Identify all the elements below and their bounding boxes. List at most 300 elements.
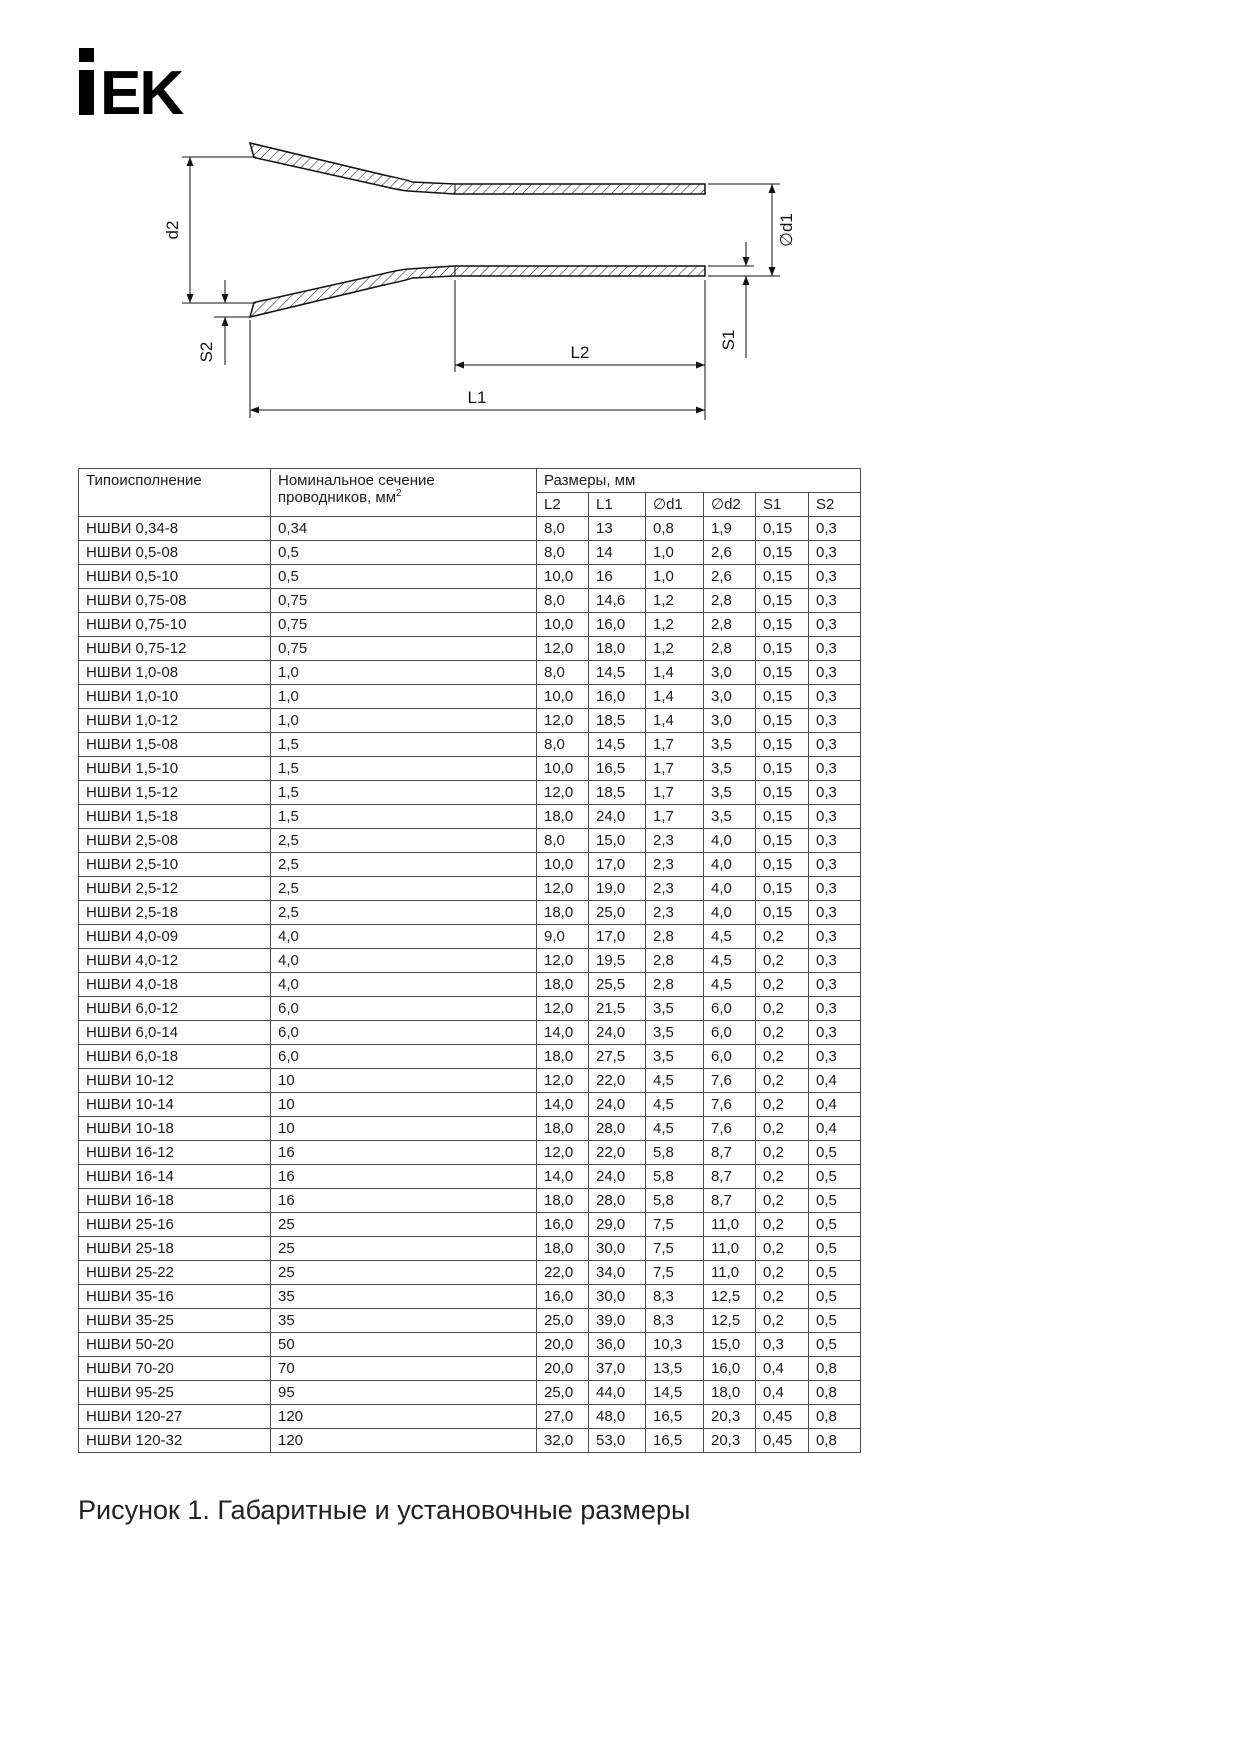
dim-cell: 0,3 <box>809 805 861 829</box>
dim-cell: 0,15 <box>756 565 809 589</box>
type-cell: НШВИ 6,0-12 <box>79 997 271 1021</box>
dim-cell: 4,0 <box>271 973 537 997</box>
dim-cell: 13,5 <box>646 1357 704 1381</box>
dim-cell: 17,0 <box>589 925 646 949</box>
dim-cell: 0,5 <box>809 1141 861 1165</box>
dim-cell: 28,0 <box>589 1189 646 1213</box>
table-row <box>79 949 861 973</box>
dim-cell: 16,5 <box>646 1405 704 1429</box>
s2-arrow-bottom <box>222 317 229 326</box>
dim-cell: 5,8 <box>646 1189 704 1213</box>
dim-cell: 4,0 <box>704 877 756 901</box>
dim-cell: 0,5 <box>809 1333 861 1357</box>
dim-cell: 0,3 <box>809 781 861 805</box>
ferrule-drawing <box>150 130 850 460</box>
type-cell: НШВИ 0,5-08 <box>79 541 271 565</box>
dim-cell: 4,0 <box>704 853 756 877</box>
dim-cell: 27,5 <box>589 1045 646 1069</box>
dim-cell: 0,4 <box>756 1357 809 1381</box>
dim-cell: 2,8 <box>646 949 704 973</box>
table-row <box>79 1189 861 1213</box>
table-row <box>79 1165 861 1189</box>
type-cell: НШВИ 1,5-18 <box>79 805 271 829</box>
type-cell: НШВИ 2,5-10 <box>79 853 271 877</box>
logo-i-stem <box>79 70 94 115</box>
dim-cell: 9,0 <box>537 925 589 949</box>
dim-cell: 35 <box>271 1285 537 1309</box>
dim-cell: 0,15 <box>756 709 809 733</box>
dim-cell: 24,0 <box>589 1021 646 1045</box>
table-row <box>79 997 861 1021</box>
table-row <box>79 1357 861 1381</box>
dim-cell: 2,8 <box>704 589 756 613</box>
dim-cell: 8,7 <box>704 1165 756 1189</box>
table-row <box>79 853 861 877</box>
s2-arrow-top <box>222 294 229 303</box>
table-row <box>79 901 861 925</box>
iek-logo-graphic <box>78 46 218 116</box>
dim-cell: 0,5 <box>809 1213 861 1237</box>
d1-arrow-bottom <box>769 267 776 276</box>
dim-cell: 5,8 <box>646 1165 704 1189</box>
ferrule-top-wall <box>250 143 705 194</box>
dim-cell: 10,0 <box>537 613 589 637</box>
dim-cell: 2,8 <box>646 973 704 997</box>
dim-cell: 1,4 <box>646 661 704 685</box>
dim-cell: 10,0 <box>537 853 589 877</box>
dim-cell: 0,15 <box>756 733 809 757</box>
logo-text-ek: EK <box>100 59 183 116</box>
type-cell: НШВИ 4,0-09 <box>79 925 271 949</box>
dim-cell: 0,15 <box>756 661 809 685</box>
table-row <box>79 589 861 613</box>
l2-arrow-left <box>455 362 464 369</box>
ferrule-diagram <box>150 130 850 465</box>
col-header-s1: S1 <box>756 493 809 517</box>
dim-cell: 4,5 <box>646 1093 704 1117</box>
dim-cell: 1,4 <box>646 685 704 709</box>
type-cell: НШВИ 2,5-12 <box>79 877 271 901</box>
dim-cell: 39,0 <box>589 1309 646 1333</box>
dim-cell: 0,8 <box>809 1429 861 1453</box>
dim-cell: 18,5 <box>589 781 646 805</box>
logo-i-dot <box>79 48 94 62</box>
dim-cell: 2,3 <box>646 877 704 901</box>
table-body <box>79 517 861 1453</box>
dim-cell: 25 <box>271 1261 537 1285</box>
figure-caption: Рисунок 1. Габаритные и установочные размеры <box>78 1495 691 1525</box>
dim-cell: 18,0 <box>537 973 589 997</box>
dim-cell: 2,8 <box>704 637 756 661</box>
dim-cell: 15,0 <box>704 1333 756 1357</box>
dim-cell: 21,5 <box>589 997 646 1021</box>
dim-cell: 10 <box>271 1093 537 1117</box>
dim-cell: 3,0 <box>704 661 756 685</box>
dim-cell: 35 <box>271 1309 537 1333</box>
dim-cell: 0,15 <box>756 589 809 613</box>
dim-cell: 8,0 <box>537 661 589 685</box>
dim-cell: 0,2 <box>756 1045 809 1069</box>
dim-cell: 0,5 <box>809 1189 861 1213</box>
dim-cell: 0,3 <box>756 1333 809 1357</box>
dim-cell: 3,5 <box>646 1045 704 1069</box>
dim-cell: 37,0 <box>589 1357 646 1381</box>
dim-cell: 0,4 <box>756 1381 809 1405</box>
dim-cell: 120 <box>271 1429 537 1453</box>
dim-cell: 24,0 <box>589 1093 646 1117</box>
table-row <box>79 757 861 781</box>
dim-cell: 0,3 <box>809 829 861 853</box>
d2-arrow-top <box>187 157 194 166</box>
dim-cell: 48,0 <box>589 1405 646 1429</box>
dim-cell: 120 <box>271 1405 537 1429</box>
table-row <box>79 1381 861 1405</box>
dim-cell: 4,5 <box>704 949 756 973</box>
dim-cell: 0,3 <box>809 613 861 637</box>
iek-logo <box>78 46 218 121</box>
table-row <box>79 877 861 901</box>
dim-cell: 1,0 <box>271 661 537 685</box>
dim-cell: 18,0 <box>589 637 646 661</box>
dim-cell: 0,45 <box>756 1429 809 1453</box>
dim-cell: 27,0 <box>537 1405 589 1429</box>
table-row <box>79 1237 861 1261</box>
dim-cell: 0,8 <box>809 1405 861 1429</box>
dim-cell: 0,8 <box>809 1381 861 1405</box>
d1-arrow-top <box>769 184 776 193</box>
dim-cell: 1,4 <box>646 709 704 733</box>
dim-cell: 0,3 <box>809 1021 861 1045</box>
type-cell: НШВИ 120-27 <box>79 1405 271 1429</box>
ferrule-bottom-wall <box>250 266 705 317</box>
dim-cell: 16 <box>271 1189 537 1213</box>
dim-cell: 1,7 <box>646 733 704 757</box>
dim-cell: 4,0 <box>271 949 537 973</box>
dim-cell: 0,15 <box>756 517 809 541</box>
dim-cell: 0,3 <box>809 757 861 781</box>
dim-cell: 4,5 <box>704 925 756 949</box>
dim-cell: 0,2 <box>756 1237 809 1261</box>
table-row <box>79 1405 861 1429</box>
dim-cell: 1,2 <box>646 637 704 661</box>
type-cell: НШВИ 10-12 <box>79 1069 271 1093</box>
dim-cell: 0,3 <box>809 901 861 925</box>
dim-cell: 8,0 <box>537 589 589 613</box>
col-header-d2: ∅d2 <box>704 493 756 517</box>
dim-cell: 25 <box>271 1237 537 1261</box>
type-cell: НШВИ 1,5-10 <box>79 757 271 781</box>
table-row <box>79 1069 861 1093</box>
dim-cell: 14,5 <box>646 1381 704 1405</box>
dim-cell: 0,5 <box>809 1261 861 1285</box>
dim-cell: 7,5 <box>646 1213 704 1237</box>
dim-cell: 3,5 <box>704 805 756 829</box>
dim-cell: 0,2 <box>756 949 809 973</box>
dim-cell: 0,5 <box>809 1309 861 1333</box>
dim-cell: 0,3 <box>809 973 861 997</box>
dim-cell: 0,15 <box>756 901 809 925</box>
dim-cell: 0,4 <box>809 1069 861 1093</box>
table-row <box>79 685 861 709</box>
type-cell: НШВИ 25-22 <box>79 1261 271 1285</box>
table-row <box>79 733 861 757</box>
dim-cell: 16,0 <box>589 613 646 637</box>
dim-cell: 16,0 <box>589 685 646 709</box>
col-header-section-label: Номинальное сечение проводников, $мм^2$ <box>278 472 435 506</box>
dim-cell: 24,0 <box>589 805 646 829</box>
dim-cell: 2,5 <box>271 901 537 925</box>
dim-cell: 0,75 <box>271 613 537 637</box>
l2-arrow-right <box>696 362 705 369</box>
dim-cell: 25,0 <box>537 1309 589 1333</box>
dim-cell: 6,0 <box>704 1021 756 1045</box>
dim-cell: 16 <box>589 565 646 589</box>
dim-cell: 7,5 <box>646 1261 704 1285</box>
dim-cell: 25 <box>271 1213 537 1237</box>
dim-cell: 10,0 <box>537 685 589 709</box>
l2-label: L2 <box>570 343 590 362</box>
type-cell: НШВИ 1,0-12 <box>79 709 271 733</box>
dim-cell: 8,0 <box>537 541 589 565</box>
dim-cell: 16,5 <box>646 1429 704 1453</box>
dim-cell: 0,3 <box>809 997 861 1021</box>
table-row <box>79 1045 861 1069</box>
s1-arrow-top <box>743 257 750 266</box>
dim-cell: 4,0 <box>271 925 537 949</box>
dim-cell: 12,5 <box>704 1285 756 1309</box>
dim-cell: 14,6 <box>589 589 646 613</box>
dim-cell: 4,5 <box>646 1069 704 1093</box>
dim-cell: 16,0 <box>537 1213 589 1237</box>
dim-cell: 1,5 <box>271 781 537 805</box>
dim-cell: 12,0 <box>537 709 589 733</box>
dim-cell: 0,45 <box>756 1405 809 1429</box>
dim-cell: 0,3 <box>809 517 861 541</box>
col-header-d1: ∅d1 <box>646 493 704 517</box>
dim-cell: 3,5 <box>704 781 756 805</box>
dim-cell: 30,0 <box>589 1285 646 1309</box>
dim-cell: 0,15 <box>756 781 809 805</box>
dim-cell: 0,8 <box>646 517 704 541</box>
table-row <box>79 637 861 661</box>
dim-cell: 3,5 <box>704 757 756 781</box>
l1-arrow-right <box>696 407 705 414</box>
table-row <box>79 805 861 829</box>
dim-cell: 7,5 <box>646 1237 704 1261</box>
dim-cell: 18,0 <box>537 1237 589 1261</box>
dim-cell: 0,2 <box>756 973 809 997</box>
dim-cell: 2,8 <box>646 925 704 949</box>
dim-cell: 8,7 <box>704 1141 756 1165</box>
table-row <box>79 541 861 565</box>
dim-cell: 0,3 <box>809 685 861 709</box>
dim-cell: 53,0 <box>589 1429 646 1453</box>
table-row <box>79 925 861 949</box>
dim-cell: 11,0 <box>704 1213 756 1237</box>
dim-cell: 22,0 <box>589 1069 646 1093</box>
dim-cell: 4,5 <box>704 973 756 997</box>
dim-cell: 14,0 <box>537 1165 589 1189</box>
dim-cell: 0,2 <box>756 1117 809 1141</box>
dim-cell: 2,3 <box>646 853 704 877</box>
dim-cell: 7,6 <box>704 1069 756 1093</box>
dim-cell: 18,5 <box>589 709 646 733</box>
dim-cell: 12,0 <box>537 781 589 805</box>
dim-cell: 19,0 <box>589 877 646 901</box>
table-row <box>79 829 861 853</box>
dim-cell: 11,0 <box>704 1237 756 1261</box>
table-row <box>79 565 861 589</box>
type-cell: НШВИ 2,5-18 <box>79 901 271 925</box>
dim-cell: 0,3 <box>809 877 861 901</box>
dimensions-table <box>78 468 861 1453</box>
table-row <box>79 709 861 733</box>
type-cell: НШВИ 6,0-14 <box>79 1021 271 1045</box>
type-cell: НШВИ 0,75-10 <box>79 613 271 637</box>
dim-cell: 1,5 <box>271 805 537 829</box>
table-row <box>79 1117 861 1141</box>
dim-cell: 10,0 <box>537 565 589 589</box>
dim-cell: 22,0 <box>589 1141 646 1165</box>
dim-cell: 30,0 <box>589 1237 646 1261</box>
table-row <box>79 1141 861 1165</box>
dim-cell: 1,5 <box>271 733 537 757</box>
dim-cell: 0,2 <box>756 1069 809 1093</box>
dim-cell: 25,0 <box>537 1381 589 1405</box>
dim-cell: 8,7 <box>704 1189 756 1213</box>
dim-cell: 14,5 <box>589 733 646 757</box>
d2-label: d2 <box>163 220 182 240</box>
dim-cell: 0,3 <box>809 925 861 949</box>
dim-cell: 32,0 <box>537 1429 589 1453</box>
table-row <box>79 1213 861 1237</box>
dim-cell: 1,0 <box>271 685 537 709</box>
dim-cell: 0,15 <box>756 757 809 781</box>
dim-cell: 1,0 <box>646 541 704 565</box>
s2-label: S2 <box>197 341 216 363</box>
col-header-s2: S2 <box>809 493 861 517</box>
dim-cell: 4,0 <box>704 829 756 853</box>
dim-cell: 0,15 <box>756 877 809 901</box>
dim-cell: 0,15 <box>756 829 809 853</box>
dim-cell: 95 <box>271 1381 537 1405</box>
dim-cell: 0,2 <box>756 1165 809 1189</box>
dim-cell: 0,2 <box>756 997 809 1021</box>
dim-cell: 2,5 <box>271 829 537 853</box>
dim-cell: 6,0 <box>271 1021 537 1045</box>
dim-cell: 20,3 <box>704 1429 756 1453</box>
type-cell: НШВИ 0,75-08 <box>79 589 271 613</box>
type-cell: НШВИ 25-16 <box>79 1213 271 1237</box>
dim-cell: 20,3 <box>704 1405 756 1429</box>
dim-cell: 0,3 <box>809 853 861 877</box>
dim-cell: 0,15 <box>756 613 809 637</box>
type-cell: НШВИ 25-18 <box>79 1237 271 1261</box>
dim-cell: 44,0 <box>589 1381 646 1405</box>
dim-cell: 22,0 <box>537 1261 589 1285</box>
type-cell: НШВИ 2,5-08 <box>79 829 271 853</box>
dim-cell: 0,5 <box>271 541 537 565</box>
table-row <box>79 1285 861 1309</box>
col-header-section <box>271 469 537 517</box>
dim-cell: 16 <box>271 1165 537 1189</box>
dim-cell: 8,0 <box>537 733 589 757</box>
dim-cell: 17,0 <box>589 853 646 877</box>
table-row <box>79 661 861 685</box>
type-cell: НШВИ 70-20 <box>79 1357 271 1381</box>
dim-cell: 1,9 <box>704 517 756 541</box>
dim-cell: 10,0 <box>537 757 589 781</box>
dim-cell: 6,0 <box>271 1045 537 1069</box>
dim-cell: 0,15 <box>756 541 809 565</box>
dim-cell: 0,15 <box>756 685 809 709</box>
col-header-l1: L1 <box>589 493 646 517</box>
dim-cell: 2,6 <box>704 541 756 565</box>
d2-arrow-bottom <box>187 294 194 303</box>
dim-cell: 0,3 <box>809 541 861 565</box>
dim-cell: 6,0 <box>271 997 537 1021</box>
dim-cell: 15,0 <box>589 829 646 853</box>
table-row <box>79 1261 861 1285</box>
dim-cell: 0,15 <box>756 805 809 829</box>
dim-cell: 12,0 <box>537 877 589 901</box>
type-cell: НШВИ 120-32 <box>79 1429 271 1453</box>
dim-cell: 25,0 <box>589 901 646 925</box>
dim-cell: 14,0 <box>537 1093 589 1117</box>
dim-cell: 0,2 <box>756 1309 809 1333</box>
dim-cell: 2,3 <box>646 901 704 925</box>
dim-cell: 16,5 <box>589 757 646 781</box>
dim-cell: 70 <box>271 1357 537 1381</box>
table-row <box>79 973 861 997</box>
col-header-l2: L2 <box>537 493 589 517</box>
dim-cell: 28,0 <box>589 1117 646 1141</box>
dim-cell: 3,5 <box>646 1021 704 1045</box>
type-cell: НШВИ 1,0-08 <box>79 661 271 685</box>
type-cell: НШВИ 1,0-10 <box>79 685 271 709</box>
type-cell: НШВИ 4,0-12 <box>79 949 271 973</box>
dim-cell: 12,0 <box>537 1141 589 1165</box>
col-header-type <box>79 469 271 517</box>
dim-cell: 14 <box>589 541 646 565</box>
dim-cell: 14,0 <box>537 1021 589 1045</box>
dim-cell: 18,0 <box>537 1117 589 1141</box>
type-cell: НШВИ 35-16 <box>79 1285 271 1309</box>
table-row <box>79 781 861 805</box>
dim-cell: 0,3 <box>809 589 861 613</box>
dim-cell: 0,15 <box>756 853 809 877</box>
dim-cell: 0,3 <box>809 949 861 973</box>
dim-cell: 4,5 <box>646 1117 704 1141</box>
dim-cell: 0,3 <box>809 733 861 757</box>
dim-cell: 0,2 <box>756 925 809 949</box>
type-cell: НШВИ 6,0-18 <box>79 1045 271 1069</box>
dim-cell: 19,5 <box>589 949 646 973</box>
type-cell: НШВИ 95-25 <box>79 1381 271 1405</box>
dim-cell: 20,0 <box>537 1333 589 1357</box>
dim-cell: 1,7 <box>646 781 704 805</box>
dim-cell: 0,2 <box>756 1213 809 1237</box>
dim-cell: 8,3 <box>646 1309 704 1333</box>
dim-cell: 6,0 <box>704 1045 756 1069</box>
table-row <box>79 1309 861 1333</box>
dim-cell: 18,0 <box>537 805 589 829</box>
dim-cell: 8,3 <box>646 1285 704 1309</box>
dim-cell: 0,75 <box>271 589 537 613</box>
dim-cell: 1,2 <box>646 589 704 613</box>
dim-cell: 0,2 <box>756 1285 809 1309</box>
type-cell: НШВИ 16-14 <box>79 1165 271 1189</box>
